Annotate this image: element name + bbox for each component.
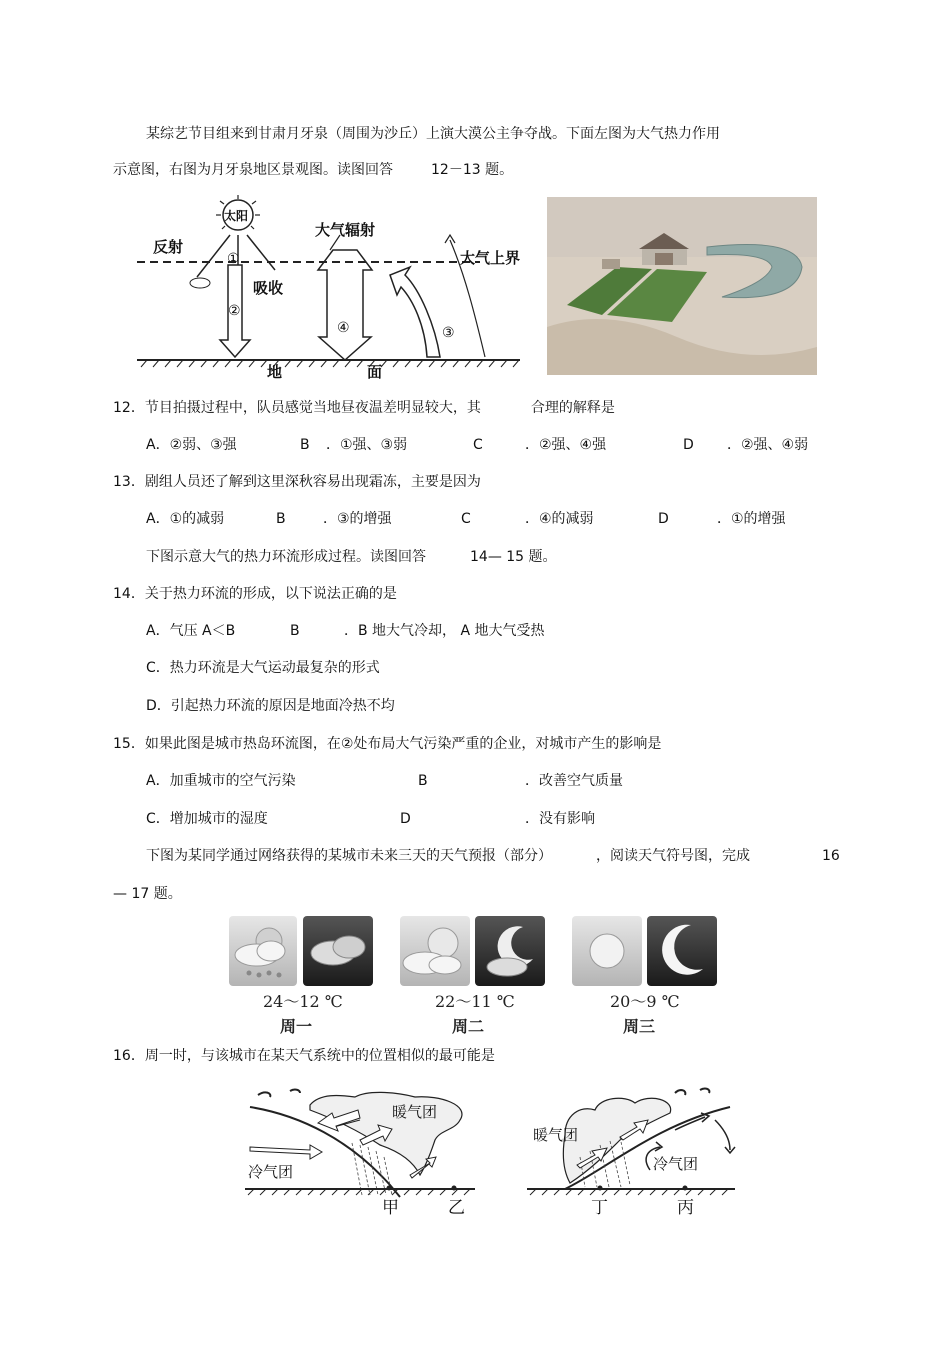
q14-option-c: C．热力环流是大气运动最复杂的形式 xyxy=(146,660,380,676)
right-warm-label: 暖气团 xyxy=(533,1126,579,1144)
temp-mon: 24～12 ℃ xyxy=(263,992,343,1011)
crescent-spring-photo xyxy=(547,197,817,375)
sun-cloud-icon xyxy=(400,916,470,986)
q14-option-d: D．引起热力环流的原因是地面冷热不均 xyxy=(146,698,395,714)
intro-3-number: 16 xyxy=(822,848,840,864)
cloud-rain-icon xyxy=(229,916,297,986)
q13-option-d: ．①的增强 xyxy=(717,511,786,527)
q15-option-a: A．加重城市的空气污染 xyxy=(146,773,296,789)
number-3: ③ xyxy=(442,325,455,341)
q14-option-b-letter: B xyxy=(290,623,300,639)
warm-front-diagram xyxy=(525,1085,745,1220)
temp-wed: 20～9 ℃ xyxy=(610,992,680,1011)
ground-label-1: 地 xyxy=(267,363,283,380)
atm-top-label: 大气上界 xyxy=(460,249,521,267)
right-point-2: 丙 xyxy=(677,1198,694,1218)
q13-option-c: ．④的减弱 xyxy=(525,511,594,527)
atmosphere-heat-diagram xyxy=(135,195,525,380)
number-1: ① xyxy=(227,251,240,267)
moon-cloud-icon xyxy=(475,916,545,986)
q12-stem: 12．节目拍摄过程中，队员感觉当地昼夜温差明显较大，其 合理的解释是 xyxy=(113,400,615,416)
q14-option-b: ．B 地大气冷却， A 地大气受热 xyxy=(344,623,545,639)
day-tue: 周二 xyxy=(452,1017,485,1036)
q15-option-b: ．改善空气质量 xyxy=(525,773,623,789)
temp-tue: 22～11 ℃ xyxy=(435,992,515,1011)
q13-option-a: A．①的减弱 xyxy=(146,511,225,527)
sun-icon xyxy=(572,916,642,986)
q15-option-c: C．增加城市的湿度 xyxy=(146,811,268,827)
day-wed: 周三 xyxy=(623,1017,656,1036)
intro-3: 下图为某同学通过网络获得的某城市未来三天的天气预报（部分） ，阅读天气符号图，完成 xyxy=(146,848,750,864)
day-mon: 周一 xyxy=(280,1017,313,1036)
weather-forecast xyxy=(225,913,725,1038)
intro-3-tail: — 17 题。 xyxy=(113,886,182,902)
q12-option-b-letter: B xyxy=(300,437,310,453)
q12-option-a: A．②弱、③强 xyxy=(146,437,237,453)
q13-stem: 13．剧组人员还了解到这里深秋容易出现霜冻，主要是因为 xyxy=(113,474,481,490)
q13-option-b: ．③的增强 xyxy=(323,511,392,527)
q12-option-b: ．①强、③弱 xyxy=(326,437,408,453)
number-4: ④ xyxy=(337,320,350,336)
q12-option-c: ．②强、④强 xyxy=(525,437,607,453)
cloud-night-icon xyxy=(303,916,373,986)
ground-label-2: 面 xyxy=(367,363,383,380)
atm-radiation-label: 大气辐射 xyxy=(315,221,376,239)
absorb-label: 吸收 xyxy=(253,279,284,297)
q13-option-c-letter: C xyxy=(461,511,471,527)
number-2: ② xyxy=(228,303,241,319)
q14-stem: 14．关于热力环流的形成，以下说法正确的是 xyxy=(113,586,397,602)
sun-label: 太阳 xyxy=(224,209,249,223)
q12-option-d: ．②强、④弱 xyxy=(727,437,809,453)
q13-option-b-letter: B xyxy=(276,511,286,527)
q12-option-d-letter: D xyxy=(683,437,694,453)
intro-line-2: 示意图，右图为月牙泉地区景观图。读图回答 12－13 题。 xyxy=(113,162,514,178)
q12-option-c-letter: C xyxy=(473,437,483,453)
left-point-2: 乙 xyxy=(448,1198,465,1218)
moon-icon xyxy=(647,916,717,986)
right-point-1: 丁 xyxy=(591,1198,608,1218)
right-cold-label: 冷气团 xyxy=(653,1155,699,1173)
left-warm-label: 暖气团 xyxy=(392,1103,438,1121)
cold-front-diagram xyxy=(240,1085,480,1220)
reflect-label: 反射 xyxy=(153,238,184,256)
intro-line-1: 某综艺节目组来到甘肃月牙泉（周围为沙丘）上演大漠公主争夺战。下面左图为大气热力作用 xyxy=(146,126,720,142)
q15-option-b-letter: B xyxy=(418,773,428,789)
intro-2: 下图示意大气的热力环流形成过程。读图回答 14— 15 题。 xyxy=(146,549,557,565)
q13-option-d-letter: D xyxy=(658,511,669,527)
q15-option-d-letter: D xyxy=(400,811,411,827)
q16-stem: 16．周一时，与该城市在某天气系统中的位置相似的最可能是 xyxy=(113,1048,495,1064)
q15-option-d: ．没有影响 xyxy=(525,811,595,827)
left-cold-label: 冷气团 xyxy=(248,1163,294,1181)
left-point-1: 甲 xyxy=(382,1198,399,1218)
q15-stem: 15．如果此图是城市热岛环流图，在②处布局大气污染严重的企业，对城市产生的影响是 xyxy=(113,736,662,752)
q14-option-a: A．气压 A＜B xyxy=(146,623,236,639)
